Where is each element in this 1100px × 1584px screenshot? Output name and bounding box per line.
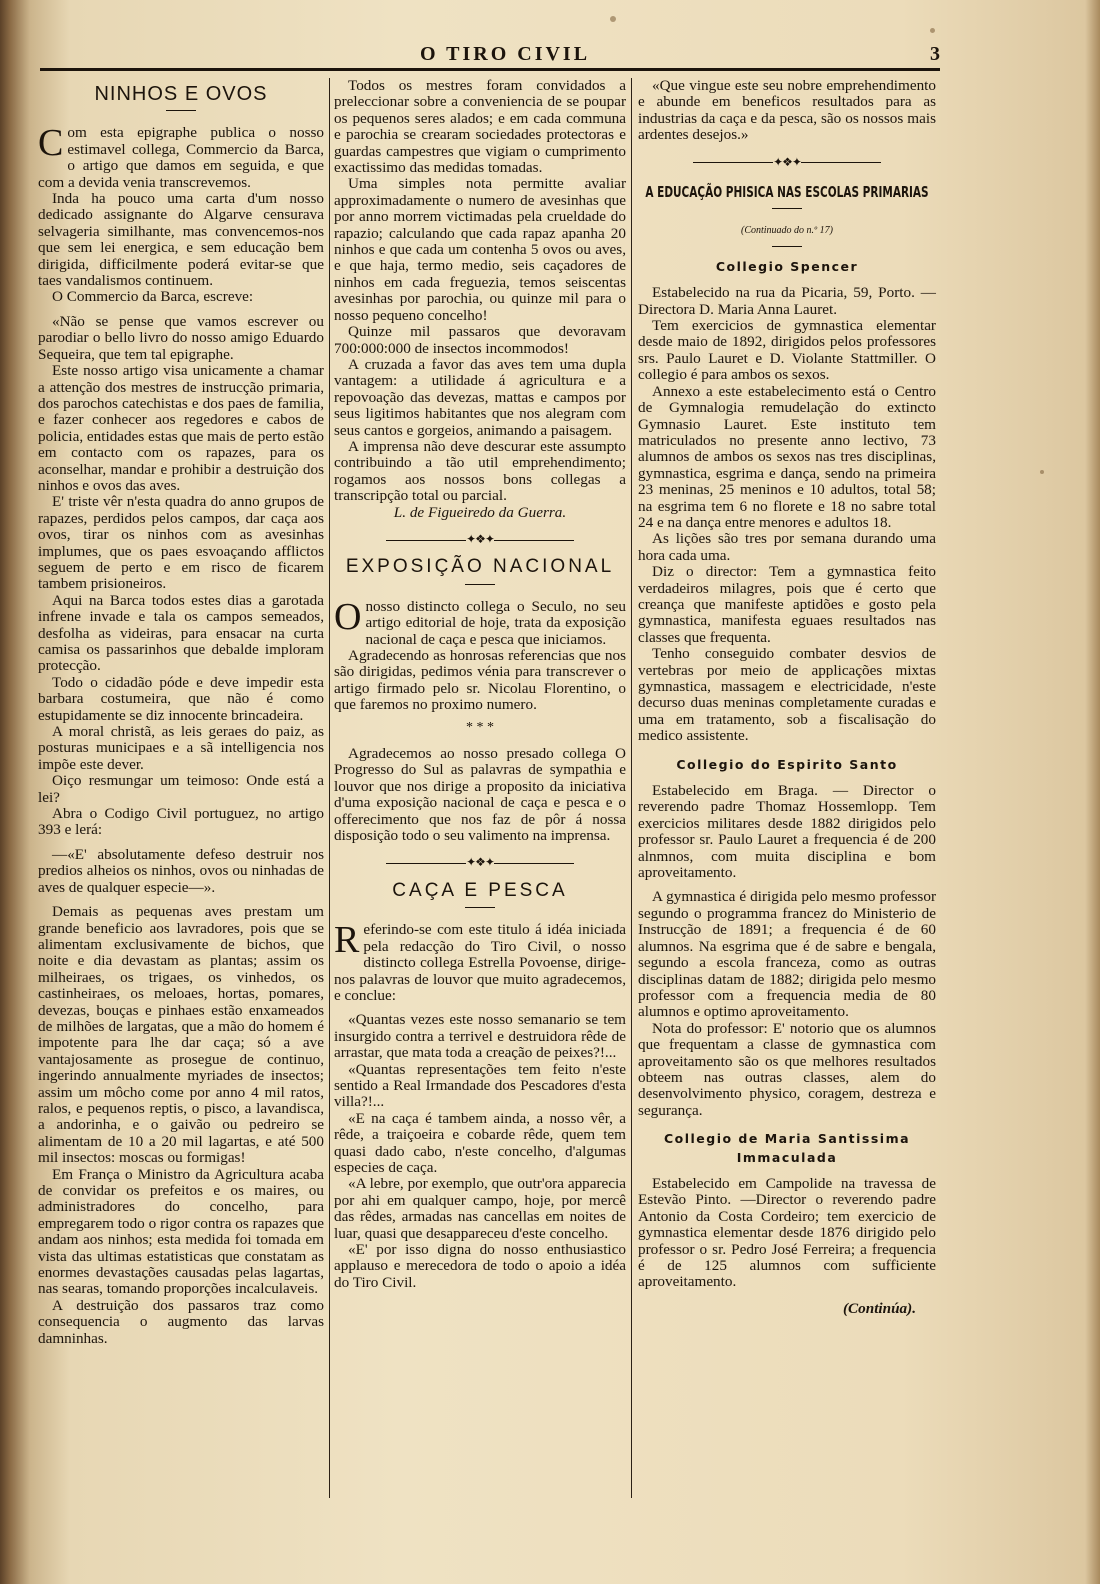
article-paragraph: «Não se pense que vamos escrever ou parodiar o bello livro do nosso amigo Eduardo Sequeira, que tem tal epigraphe. <box>38 312 324 363</box>
article-paragraph: Uma simples nota permitte avaliar approximadamente o numero de avesinhas que por anno morrem victimadas pela crueldade do rapazio; calculando que cada rapaz apanha 20 ninhos e que cada um contenha 5 ovos ou aves, e que haja, termo medio, seis caçadores de ninhos em cada freguezia, temos seiscentas avesinhas por parochia, ou quinze mil para o nosso pequeno concelho! <box>334 175 626 324</box>
page-number: 3 <box>930 43 940 65</box>
subsection-title: Collegio de Maria Santissima <box>663 1131 911 1147</box>
column-separator-1 <box>329 78 330 1498</box>
article-paragraph: Com esta epigraphe publica o nosso estimavel collega, Commercio da Barca, o artigo que damos em seguida, e que com a devida venia transcrevemos. <box>38 122 324 191</box>
article-title-ninhos: NINHOS E OVOS <box>94 83 268 105</box>
page-header <box>40 43 940 67</box>
article-paragraph: «Quantas vezes este nosso semanario se tem insurgido contra a terrivel e destruidora rêde de arrastar, que mata toda a creação de peixes?!... <box>334 1011 626 1062</box>
section-ornament: ✦❖✦ <box>638 154 936 170</box>
article-paragraph: Estabelecido em Braga. — Director o reverendo padre Thomaz Hossemlopp. Tem exercicios militares desde 1882 dirigidos pelo professor sr. Paulo Lauret a frequencia é de 200 alnmnos, com muita disciplina e bom aproveitamento. <box>638 782 936 882</box>
section-ornament: ✦❖✦ <box>334 531 626 547</box>
article-paragraph: Todos os mestres foram convidados a preleccionar sobre a conveniencia de se poupar os pequenos seres alados; e em cada communa e parochia se crearam sociedades protectoras e guardas campestres que vigiam o cumprimento exactissimo das medidas tomadas. <box>334 77 626 177</box>
section-ornament: ✦❖✦ <box>334 854 626 870</box>
article-paragraph: Annexo a este estabelecimento está o Centro de Gymnalogia remudelação do extincto Gymnasio Lauret. Este instituto tem matriculados no presente anno lectivo, 73 alumnos de ambos os sexos nas tres disciplinas, gymnastica, esgrima e dança, sendo na primeira 23 meninas, 25 meninos e 10 adultos, total 58; na esgrima tem 6 no florete e 18 no sabre total 24 e na dança entre menores e adultos 18. <box>638 382 936 531</box>
article-paragraph: «A lebre, por exemplo, que outr'ora apparecia por ahi em qualquer campo, hoje, por mercê das rêdes, armadas nas cancellas em noites de luar, quasi que desappareceu d'este concelho. <box>334 1175 626 1242</box>
article-paragraph: A destruição dos passaros traz como consequencia o augmento das larvas damninhas. <box>38 1296 324 1347</box>
newspaper-title: O TIRO CIVIL <box>419 43 591 65</box>
article-paragraph: «Que vingue este seu nobre emprehendimento e abunde em beneficos resultados para as industrias da caça e da pesca, são os nossos mais ardentes desejos.» <box>638 77 936 144</box>
article-paragraph: «Quantas representações tem feito n'este sentido a Real Irmandade dos Pescadores d'esta villa?!... <box>334 1060 626 1111</box>
article-paragraph: Estabelecido na rua da Picaria, 59, Porto. —Directora D. Maria Anna Lauret. <box>638 284 936 318</box>
title-dash <box>772 246 802 247</box>
article-paragraph: Nota do professor: E' notorio que os alumnos que frequentam a classe de gymnastica com aproveitamento são os que melhores resultados obteem nas outras classes, alem do desenvolvimento physico, coragem, destreza e segurança. <box>638 1019 936 1119</box>
article-paragraph: —«E' absolutamente defeso destruir nos predios alheios os ninhos, ovos ou ninhadas de aves de qualquer especie—». <box>38 845 324 896</box>
article-title-educacao: A EDUCAÇÃO PHISICA NAS ESCOLAS PRIMARIAS <box>645 183 929 202</box>
continued-note: (Continuado do n.º 17) <box>741 225 833 237</box>
article-paragraph: Quinze mil passaros que devoravam 700:000:000 de insectos incommodos! <box>334 323 626 357</box>
title-dash <box>166 110 196 111</box>
paper-spot <box>610 16 616 22</box>
article-paragraph: Oiço resmungar um teimoso: Onde está a lei? <box>38 772 324 806</box>
drop-cap: C <box>38 122 64 165</box>
article-paragraph: Aqui na Barca todos estes dias a garotada infrene invade e tala os campos semeados, desfolha as videiras, para ensacar na curta camisa os passarinhos que debalde imploram protecção. <box>38 591 324 675</box>
article-paragraph: A gymnastica é dirigida pelo mesmo professor segundo o programma francez do Ministerio de Instrucção de 1891; a frequencia é de 60 alumnos. Na esgrima que é de sabre e bengala, segundo a escola franceza, como as outras disciplinas datam de 1882; dirigida pelo mesmo professor com a frequencia media de 80 alumnos e optimo aproveitamento. <box>638 888 936 1021</box>
article-title-caca-pesca: CAÇA E PESCA <box>392 879 568 901</box>
article-paragraph: «E' por isso digna do nosso enthusiastico applauso e merecedora de todo o apoio a idéa do Tiro Civil. <box>334 1241 626 1291</box>
article-paragraph: Todo o cidadão póde e deve impedir esta barbara costumeira, que não é como estupidamente se diz innocente brincadeira. <box>38 673 324 724</box>
article-paragraph: Agradecemos ao nosso presado collega O Progresso do Sul as palavras de sympathia e louvor que nos dirige a proposito da iniciativa d'uma exposição nacional de caça e pesca e o offerecimento que nos faz de pôr á nossa disposição todo o seu valimento na imprensa. <box>334 745 626 845</box>
article-paragraph: E' triste vêr n'esta quadra do anno grupos de rapazes, perdidos pelos campos, dar caça aos ovos, tirar os ninhos com as avesinhas implumes, que os paes esvoaçando afflictos seguem de perto e em risco de ficarem tambem prisioneiros. <box>38 493 324 593</box>
column-1 <box>38 78 324 1347</box>
article-paragraph: A imprensa não deve descurar este assumpto contribuindo a tão util emprehendimento; rogamos aos nossos bons collegas a transcripção total ou parcial. <box>334 437 626 505</box>
article-paragraph: O Commercio da Barca, escreve: <box>52 288 254 306</box>
continua-note: (Continúa). <box>842 1299 916 1317</box>
article-signature: L. de Figueiredo da Guerra. <box>393 503 567 521</box>
article-paragraph: A cruzada a favor das aves tem uma dupla vantagem: a utilidade á agricultura e a repovoação das devezas, mattas e campos por seus ligitimos habitantes que nos alegram com seus cantos e gorgeios, animando a paisagem. <box>334 355 626 439</box>
article-paragraph: Agradecendo as honrosas referencias que nos são dirigidas, pedimos vénia para transcrever o artigo firmado pelo sr. Nicolau Florentino, o que faremos no proximo numero. <box>334 647 626 714</box>
article-paragraph: Demais as pequenas aves prestam um grande beneficio aos lavradores, pois que se alimentam exclusivamente de bichos, que noite e dia devastam as plantas; assim os milheiraes, os trigaes, os vinhedos, os castinheiraes, os meloaes, hortas, pomares, devezas, bouças e pinhaes estão enxameados de milhões de largatas, que a mão do homem é impotente para lhe dar caça; só a ave vantajosamente as prosegue de continuo, ingerindo annualmente myriades de insectos; assim um môcho come por anno 4 mil ratos, ralos, e pequenos reptis, o pisco, a lavandisca, a andorinha, e o gaivão ou pedreiro se alimentam de 10 a 20 mil lagartas, e até 500 mil insectos: moscas ou formigas! <box>38 903 324 1167</box>
article-paragraph: Referindo-se com este titulo á idéa iniciada pela redacção do Tiro Civil, o nosso distincto collega Estrella Povoense, dirige-nos palavras de louvor que muito agradecemos, e conclue: <box>334 919 626 1004</box>
title-dash <box>772 208 802 209</box>
paper-spot <box>930 28 935 33</box>
article-paragraph: Inda ha pouco uma carta d'um nosso dedicado assignante do Algarve censurava selvageria similhante, mas convencemos-nos que sem lei energica, e sem educação bem dirigida, difficilmente poderá evitar-se que taes vandalismos continuem. <box>38 190 324 290</box>
article-paragraph: A moral christã, as leis geraes do paiz, as posturas municipaes e a sã intelligencia nos impõe este dever. <box>38 723 324 773</box>
subsection-title: Immaculada <box>736 1149 838 1165</box>
article-title-exposicao: EXPOSIÇÃO NACIONAL <box>345 556 615 578</box>
drop-cap: O <box>334 595 362 638</box>
paper-spot <box>1040 470 1044 474</box>
article-paragraph: Tenho conseguido combater desvios de vertebras por meio de applicações mixtas gymnastica, massagem e electricidade, n'este decurso duas meninas completamente curadas e uma em tratamento, sob a fiscalisação do medico assistente. <box>638 645 936 745</box>
subsection-title: Collegio do Espirito Santo <box>676 756 898 772</box>
subsection-title: Collegio Spencer <box>715 258 859 274</box>
column-separator-2 <box>631 78 632 1498</box>
title-dash <box>465 584 495 585</box>
article-paragraph: Em França o Ministro da Agricultura acaba de convidar os prefeitos e os maires, ou administradores do concelho, para empregarem todo o rigor contra os rapazes que andam aos ninhos; esta medida foi tomada em vista das ultimas estatisticas que constatam as enormes devastações causadas pelas lagartas, nas searas, tomando proporções incalculaveis. <box>38 1165 324 1298</box>
article-paragraph: Onosso distincto collega o Seculo, no seu artigo editorial de hoje, trata da exposição nacional de caça e pesca que iniciamos. <box>334 595 626 648</box>
title-dash <box>465 907 495 908</box>
article-paragraph: As lições são tres por semana durando uma hora cada uma. <box>638 530 936 564</box>
article-paragraph: Diz o director: Tem a gymnastica feito verdadeiros milagres, pois que é certo que creança que manifeste aptidões e gosto pela gymnastica, manifesta eguaes resultados nas classes que frequenta. <box>638 563 936 646</box>
column-3 <box>638 78 936 1317</box>
column-2 <box>334 78 626 1291</box>
article-paragraph: Estabelecido em Campolide na travessa de Estevão Pinto. —Director o reverendo padre Antonio da Costa Cordeiro; tem exercicio de gymnastica elementar desde 1876 dirigido pelo professor o sr. Pedro José Ferreira; a frequencia é de 125 alumnos com sufficiente aproveitamento. <box>638 1174 936 1291</box>
header-rule <box>40 68 940 71</box>
article-paragraph: Abra o Codigo Civil portuguez, no artigo 393 e lerá: <box>38 805 324 839</box>
article-paragraph: Este nosso artigo visa unicamente a chamar a attenção dos mestres de instrucção primaria, dos parochos catechistas e dos paes de familia, e fazer conhecer aos regedores e cabos de policia, entidades estas que mais de perto estão em contacto com os rapazes, para os aconselhar, mandar e prohibir a destruição dos ninhos e ovos das aves. <box>38 362 324 494</box>
article-paragraph: «E na caça é tambem ainda, a nosso vêr, a rêde, a traiçoeira e cobarde rêde, quem tem quasi dado cabo, n'este concelho, d'algumas especies de caça. <box>334 1109 626 1176</box>
asterism: * * * <box>466 719 494 735</box>
article-paragraph: Tem exercicios de gymnastica elementar desde maio de 1892, dirigidos pelos professores srs. Paulo Lauret e D. Violante Stattmiller. O collegio é para ambos os sexos. <box>638 317 936 384</box>
drop-cap: R <box>334 919 360 962</box>
